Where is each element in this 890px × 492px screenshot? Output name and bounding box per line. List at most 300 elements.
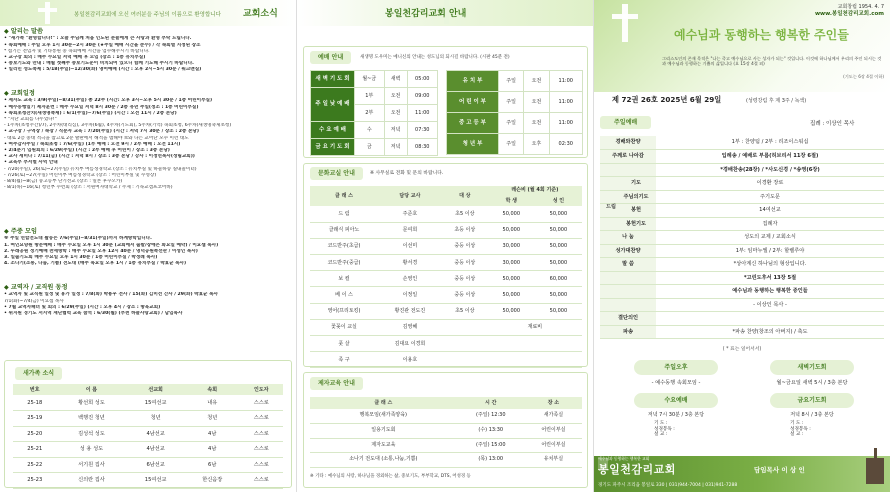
bulletin-line: 1. 여인요양원 방문예배 : 매주 수요일 오후 1시 30분 (교회에서 출발/장애은 화요일 예약) / 이요셉 목사) [4,242,219,248]
bulletin-line: - 8/1(목)~16(토) 청년부 수련회 (장소 : 서원여자대학교 / 주제 : 기독교캠프코어바) [4,185,173,191]
bulletin-line: ※ 주일 연합전도대 활동은 7/6(주일)~8/31(주일)까지 하계방학입니다. [4,236,152,242]
cross-icon [38,8,57,12]
school-cell: (주일) 15:00 [457,438,525,453]
bulletin-line: • 교구장 회의 : 매주 수요일 저녁 예배 후 모임 (장소 : 1층 유치부실) [4,55,146,61]
dept-part: 오전 [524,71,549,92]
sunday-afternoon-pill: 주일오후 [634,360,718,375]
culture-cell: 초5 이상 [442,206,488,222]
news-title: 교회소식 [243,9,278,19]
bulletin-line: * 섭기는 전임자 및 기타통원 중 속회예배 시간을 엄수해주시기 바랍니다. [4,48,150,54]
table-row [13,426,283,442]
culture-cell: 50,000 [488,271,535,287]
bulletin-line: 4. 소나기(소통, 나눔, 기쁨) 전도대 (매주 목요일 오후 1시 / 1층 유치부실 / 박효균 목사) [4,261,187,267]
dept-day: 주일 [499,92,524,113]
bulletin-line: - 8/4(월)~8(금) 중고등부 단기선교 (장소 : 일본 후쿠오카) [4,179,123,185]
culture-cell [535,336,582,352]
bulletin-line: - 1주차(초청주간)/7), 2주차(대리심), 3주차(6월), 4주차(기도회), 5주차(기억) 속회초청, 6주차(새생명축제초청) [4,123,232,129]
family-cell: 스스로 [240,426,283,442]
school-cell: (목) 13:00 [457,453,525,468]
service-day: 수 [355,122,385,139]
bulletin-line: • 제자도 교육 : 3/9(주일)~8/31(주일) 총 22주 (시간: 오후 3시~오후 5시 30분 / 1층 어린이부실) [4,98,213,104]
service-name: 수 요 예 배 [311,122,355,139]
table-row [310,352,582,368]
guide-header [297,0,593,26]
culture-cell: 황서경 [378,255,442,271]
culture-th-class: 클 래 스 [310,186,378,206]
staff-title: ◆ 교역자 / 교직원 동정 [4,284,68,291]
order-label: 경배와찬양 [600,136,656,150]
role-sermon: 설 교 : [654,432,668,438]
new-family-table [13,384,283,489]
family-cell: 25-21 [13,442,56,458]
order-content: 입례송 / 예배로 부름(허브리서 11장 6절) [656,150,884,164]
new-family-box [4,360,292,488]
school-tag-wrap [310,377,363,390]
order-content: - 이상인 목사 - [656,298,884,312]
worship-box [303,46,588,158]
dept-time: 11:00 [549,92,582,113]
table-row [310,424,582,439]
dept-name: 유 치 부 [447,71,499,92]
service-time: 09:00 [407,88,437,105]
family-cell: 청년 [185,411,240,427]
dept-part: 오후 [524,134,549,155]
table-row [600,285,884,299]
sunday-afternoon-text: - 예수동행 속회모임 - [651,380,701,386]
culture-cell: 이용호 [378,352,442,368]
welcome-text: 봉일천감리교회에 오신 여러분을 주님의 이름으로 환영합니다 [74,12,221,18]
culture-cell [442,319,488,335]
standing-note: ( * 표는 일어서서) [722,347,762,352]
service-day: 1부 [355,88,385,105]
order-content: *경배찬송(28장) / *사도신경 / *송영(6장) [656,163,884,177]
bulletin-line: • 2/4분기 임원회의 : 6/29(주일) (시간 : 2부 예배 후 어린이 / 장소 : 3층 본당) [4,148,170,154]
school-col-header: 장 소 [525,397,582,409]
family-cell: 성 용 성도 [56,442,126,458]
announce-list [4,36,293,73]
order-content: *파송 찬양(창조의 아버지) / 축도 [656,325,884,339]
dept-day: 주일 [499,134,524,155]
family-col-header: 선교회 [126,384,184,395]
service-time: 11:00 [407,105,437,122]
news-header [0,0,296,26]
culture-note: ※ 사무실로 전화 및 문의 바랍니다. [370,171,444,176]
bulletin-line: - 대로 2층 중대 적극을 참고로 2분 발판에서 해적을 범해야 보와 나는 교어난 모수 이런 대도 [4,135,189,141]
church-name: 봉일천감리교회 [598,463,676,476]
staff-list [4,292,293,317]
table-row [600,231,884,245]
service-name: 새 벽 기 도 회 [311,71,355,88]
table-row [600,298,884,312]
school-cell: 소나기 전도대 (소통,나눔,기쁨) [310,453,457,468]
culture-cell: 클래식 피아노 [310,222,378,238]
culture-cell: 초등 이상 [442,222,488,238]
table-row [311,122,438,139]
table-row [13,442,283,458]
family-cell: 스스로 [240,395,283,411]
culture-cell: 재료비 [488,319,582,335]
slogan: 예수님과 동행하는 행복한 주인들 [674,28,849,42]
worship-note: 새생명 도우미는 예니신의 안내는 성도님의 되시길 바랍니다. (시판 45분 전) [360,55,510,60]
wednesday-pill: 수요예배 [634,393,718,408]
family-cell: 6남선교 [126,457,184,473]
dawn-prayer-pill: 새벽기도회 [770,360,854,375]
culture-cell: 김영혜 [378,319,442,335]
table-row [13,457,283,473]
wednesday-text: 저녁 7시 30분 / 3층 본당 [647,412,705,418]
family-cell: 황선희 성도 [56,395,126,411]
order-label: 말 씀 [600,258,656,272]
culture-cell: 코드반주(초급) [310,238,378,254]
culture-cell: 이선미 [378,238,442,254]
culture-cell: 족 구 [310,352,378,368]
table-row [600,150,884,164]
order-label: 주님의기도 [600,190,656,204]
service-time: 05:00 [407,71,437,88]
family-cell: 25-19 [13,411,56,427]
worship-table-edu [446,70,583,155]
culture-cell: 코드반주(중급) [310,255,378,271]
bulletin-line: - 7/20(주일), 26(토)~27(주일) 유치부 여름성경학교 (장소 : 유치부실 및 하늘하승 실내놀이터) [4,166,197,172]
order-label: 파송 [600,325,656,339]
new-family-header [5,361,291,384]
dept-time: 11:00 [549,113,582,134]
footer-motto: 예수님과 동행하는 행복한 교회 [598,456,650,461]
table-row [447,113,583,134]
friday-roles [790,421,811,438]
staff-section [4,284,293,317]
family-cell: 25-20 [13,426,56,442]
service-time: 07:30 [407,122,437,139]
worship-tag: 예배 안내 [310,51,351,64]
table-row [310,453,582,468]
worship-order-table [600,136,884,339]
role-prayer: 기 도 : [790,421,804,426]
bulletin-line: 3. 일출기도회 매주 수요일 오후 1시 30분 / 1층 어린이부실 / 박정례 목사) [4,255,158,261]
culture-cell: 50,000 [535,206,582,222]
order-content: 집례자 [656,217,884,231]
guide-title: 봉일천감리교회 안내 [385,9,467,19]
table-row [13,473,283,489]
order-content: 14여선교 [656,204,884,218]
table-row [311,88,438,105]
service-part: 저녁 [384,122,407,139]
service-day: 2부 [355,105,385,122]
new-family-title: 새가족 소식 [15,367,62,380]
culture-th-target: 대 상 [442,186,488,206]
website[interactable]: www.봉일천감리교회.com [814,11,884,17]
culture-cell: 50,000 [535,222,582,238]
order-content: 이경환 장로 [656,177,884,191]
role-reading: 성경봉독 : [790,426,811,432]
culture-cell [488,336,535,352]
table-row [600,325,884,339]
weekday-list [4,236,293,267]
table-row [310,319,582,335]
culture-cell: 김대요 이경희 [378,336,442,352]
family-cell: 4남선교 [126,442,184,458]
table-row [310,438,582,453]
weekday-title: ◆ 주중 모임 [4,228,37,235]
school-tag: 제자교육 안내 [310,377,363,390]
culture-cell: 중등 이상 [442,271,488,287]
table-row [311,139,438,156]
order-label [600,285,656,299]
dept-day: 주일 [499,71,524,92]
dept-part: 오전 [524,113,549,134]
culture-cell: 손영인 [378,271,442,287]
bulletin-line: • 교사 세미나 : 7/11(금) (시간 : 저녁 8시 / 장소 : 3층 본당 / 강사 : 이정연목사(성림교회)) [4,154,195,160]
family-cell: 25-18 [13,395,56,411]
school-col-header: 시 간 [457,397,525,409]
table-row [310,271,582,287]
culture-th-fee: 레슨비 (월 4회 기준) [488,186,582,195]
culture-cell [535,352,582,368]
cross-icon [612,14,638,19]
service-part: 저녁 [384,139,407,156]
wednesday-roles [654,421,675,438]
family-col-header: 속회 [185,384,240,395]
bulletin-cover [594,0,890,492]
table-row [600,271,884,285]
culture-cell: 50,000 [488,206,535,222]
bulletin-line: • 교구장 / 구역장 / 속장 / 직분자 교육 : 7/20(주일) (시간 : 저녁 7시 30분 / 장소 : 2층 본당) [4,129,199,135]
family-cell: 내유 [185,395,240,411]
school-cell: 어린이부실 [525,438,582,453]
church-address: 경기도 파주시 조리읍 봉일로 330 | 031)944-7004 | 031)941-7288 [598,483,738,488]
family-cell: 스스로 [240,442,283,458]
table-row [600,204,884,218]
culture-table [310,186,582,368]
culture-cell: 60,000 [535,271,582,287]
service-name: 금 요 기 도 회 [311,139,355,156]
table-row [600,217,884,231]
service-day: 금 [355,139,385,156]
family-col-header: 인도자 [240,384,283,395]
family-cell: 4남 [185,426,240,442]
culture-cell: 50,000 [535,287,582,303]
dawn-prayer-text: 월~금요일 새벽 5시 / 3층 본당 [776,380,848,386]
school-cell: (수) 13:30 [457,424,525,439]
culture-th-student: 학 생 [488,195,535,206]
issue-number: 제 72권 26호 2025년 6월 29일 [612,95,722,104]
order-content: 1부 : 찬양팀 / 2부 : 리조이스워십 [656,136,884,150]
worship-tag-wrap [310,51,351,64]
family-cell: 김성석 성도 [56,426,126,442]
founded-date: 교회창립 1954. 4. 7 [837,4,884,10]
cross-icon [45,2,50,24]
order-content: 성도의 교제 / 교회소식 [656,231,884,245]
officiant: 집례 : 이상인 목사 [810,121,855,127]
order-tag: 주일예배 [600,116,651,129]
service-part: 오전 [384,105,407,122]
bulletin-line: • "새가족 "환영합니다!" : 오늘 주님께 처음 인도된 분들에게 큰 사랑과 환영 부탁 드립니다. [4,36,192,42]
announce-section [4,28,293,74]
family-cell: 서기원 집사 [56,457,126,473]
order-label [600,163,656,177]
bulletin-line: 2. 두레공원 정기예배 찬세방학 : 매주 수요일 오후 12시 40분 / 영덕공원족선관 / 이성인 목사) [4,248,198,254]
schedule-title: ◆ 교회일정 [4,90,35,97]
table-row [310,409,582,424]
family-cell: 4남선교 [126,426,184,442]
culture-th-teacher: 담당 교사 [378,186,442,206]
pastor-name: 담임목사 이 상 인 [754,466,805,474]
school-cell: 유치부실 [525,453,582,468]
school-cell: 제자도교육 [310,438,457,453]
family-cell: 한신음장 [185,473,240,489]
bulletin-line: • 일리민 성도축제 : 5/18(주일)~12/30(화) 영어예배 (시간 : 오후 2시~5시 30분 / 워크맨실) [4,67,202,73]
dept-name: 어 린 이 부 [447,92,499,113]
culture-box [303,163,588,367]
table-row [310,222,582,238]
role-sermon: 설 교 : [790,432,804,438]
culture-cell: 50,000 [535,238,582,254]
culture-cell: 이정일 [378,287,442,303]
friday-prayer-pill: 금요기도회 [770,393,854,408]
dept-part: 오전 [524,92,549,113]
culture-cell: 드 럼 [310,206,378,222]
school-cell: 새가족실 [525,409,582,424]
order-label [600,298,656,312]
table-row [13,411,283,427]
culture-cell: 영어(프리토킹) [310,303,378,319]
culture-cell: 중등 이상 [442,238,488,254]
table-row [600,177,884,191]
family-cell: 스스로 [240,411,283,427]
table-row [310,238,582,254]
worship-table-main [310,70,438,156]
culture-cell: 보 컬 [310,271,378,287]
order-content: *상아계신 하나님의 형상입니다. [656,258,884,272]
table-row [310,336,582,352]
culture-cell: 50,000 [488,287,535,303]
table-row [310,287,582,303]
family-cell: 4남 [185,442,240,458]
table-row [447,134,583,155]
order-label: 나 눔 [600,231,656,245]
family-cell: 신의란 집사 [56,473,126,489]
bulletin-line: • 예수동행일기 제자훈련 : 매주 수요일 저녁 8시 30분 / 2층 유년 주일(정소 : 1층 어린이부실) [4,104,199,110]
family-cell: 25-23 [13,473,56,489]
culture-cell: 50,000 [488,303,535,319]
family-cell: 25-22 [13,457,56,473]
culture-cell: 꽃꽂이 교실 [310,319,378,335]
family-col-header: 번호 [13,384,56,395]
table-row [447,71,583,92]
order-label: 결단의인 [600,312,656,326]
guide-panel [297,0,594,492]
cross-icon [622,4,628,42]
schedule-section [4,90,293,191]
table-row [600,163,884,177]
news-panel [0,0,297,492]
culture-tag-wrap [310,167,363,180]
order-label [600,271,656,285]
announce-title: ◆ 알리는 말씀 [4,28,43,35]
table-row [600,258,884,272]
culture-cell: 30,000 [488,238,535,254]
dept-day: 주일 [499,113,524,134]
bulletin-line: • 속회초청잔치(새생명축제) : 6/1(주일)~7/6(주일) (시간 : 오전 11시 / 2층 본당) [4,110,177,116]
table-row [310,303,582,319]
table-row [311,71,438,88]
friday-prayer-text: 저녁 8시 / 3층 본당 [790,412,834,418]
family-cell: 6남 [185,457,240,473]
culture-cell: 50,000 [535,303,582,319]
bulletin-line: 7/1(화)~7/4(금) 이요셉 목사 [4,298,64,304]
bulletin-line: • 중보기도와 만내 : 매월 첫째주 중보기도운이 비치되어 있으니 함께 기도해 주시기 바랍니다. [4,61,194,67]
culture-cell: 풋 살 [310,336,378,352]
culture-cell [442,336,488,352]
bulletin-line: • 교육부 부서별 사역 안내 [4,160,58,166]
school-note: ※ 기타 : 예수님의 사랑, 하나님을 경외하는 삶, 중보기도, 부부학교, DTS, 어성경 등 [310,474,471,479]
dept-name: 청 년 부 [447,134,499,155]
table-row [600,312,884,326]
school-cell: 일용기도회 [310,424,457,439]
church-building-icon [866,458,884,484]
culture-cell: 초5 이상 [442,303,488,319]
church-footer [594,456,890,492]
service-name: 주 일 낮 예 배 [311,88,355,122]
order-tag-wrap [600,116,651,129]
culture-cell: 황진관 전도진 [378,303,442,319]
school-cell: 어린이부실 [525,424,582,439]
order-content: 1부: 임마누엘 / 2부: 할렐루야 [656,244,884,258]
dept-time: 02:30 [549,134,582,155]
culture-cell: 중등 이상 [442,255,488,271]
service-day: 월~금 [355,71,385,88]
family-cell: 백행진 청년 [56,411,126,427]
culture-cell: 50,000 [488,222,535,238]
bulletin-line: • 7월 교역자패녀 및 회의 : 6/29(주일) (시간 : 오후 4시 / 장소 : 방육교회) [4,304,161,310]
cover-verse: 그리스도인의 존재 목적은 "나는 죽고 예수님으로 사는 성자가 되는" 것입니다. 이것에 하나님께서 우리의 주인 되시는 것과 예수님과 동행하는 기쁨의 삶입니다 (요 15장 4절 외) [662,56,882,67]
order-content [656,312,884,326]
culture-tag: 문화교실 안내 [310,167,363,180]
culture-cell: 베 이 스 [310,287,378,303]
school-cell: (주일) 12:30 [457,409,525,424]
bulletin-line: * "지난 교회를 나누었다!" [4,117,57,123]
service-time: 08:30 [407,139,437,156]
table-row [600,244,884,258]
family-cell: 15여선교 [126,473,184,489]
family-cell: 15여선교 [126,395,184,411]
service-part: 오전 [384,88,407,105]
dept-time: 11:00 [549,71,582,92]
cover-verse-ref: (기도는 6장 4절 이하) [843,74,884,79]
issue-season: (성령강림 후 제 3주 / 녹색) [746,98,807,104]
culture-cell: 50,000 [535,255,582,271]
order-content: 예수님과 동행하는 행복한 증인들 [656,285,884,299]
bulletin-line: • 속회예배 : 주일 오후 1시 30분~2시 30분 (★주일 예배 시간을 준수) / 각 속회별 지정된 장소 [4,42,201,48]
culture-cell: 30,000 [488,255,535,271]
bulletin-line: • 여주감사주일 / 속회초청 : 7/6(주일) (1부 예배 : 오전 9시 / 2부 예배 : 오전 11시) [4,141,181,147]
table-row [600,136,884,150]
role-prayer: 기 도 : [654,421,668,426]
table-row [600,190,884,204]
school-box [303,372,588,488]
order-label: 봉헌기도 [600,217,656,231]
table-row [310,255,582,271]
school-table [310,397,582,468]
order-label: 성가대찬양 [600,244,656,258]
culture-cell: 문여희 [378,222,442,238]
dept-name: 중 고 등 부 [447,113,499,134]
culture-cell: 중등 이상 [442,287,488,303]
table-row [310,206,582,222]
family-col-header: 이 름 [56,384,126,395]
bulletin-line: • 교역자 및 교직원 일정 및 휴가 일정 : 7/8(화) 박용우 전사 / 15(화) 김미선 간사 / 29(화) 박효균 목사 [4,292,218,298]
bulletin-line: - 7/26(토)~27(주일) 어린이부 여름성경학교 (장소 : 어린이부실 및 수영장) [4,172,157,178]
